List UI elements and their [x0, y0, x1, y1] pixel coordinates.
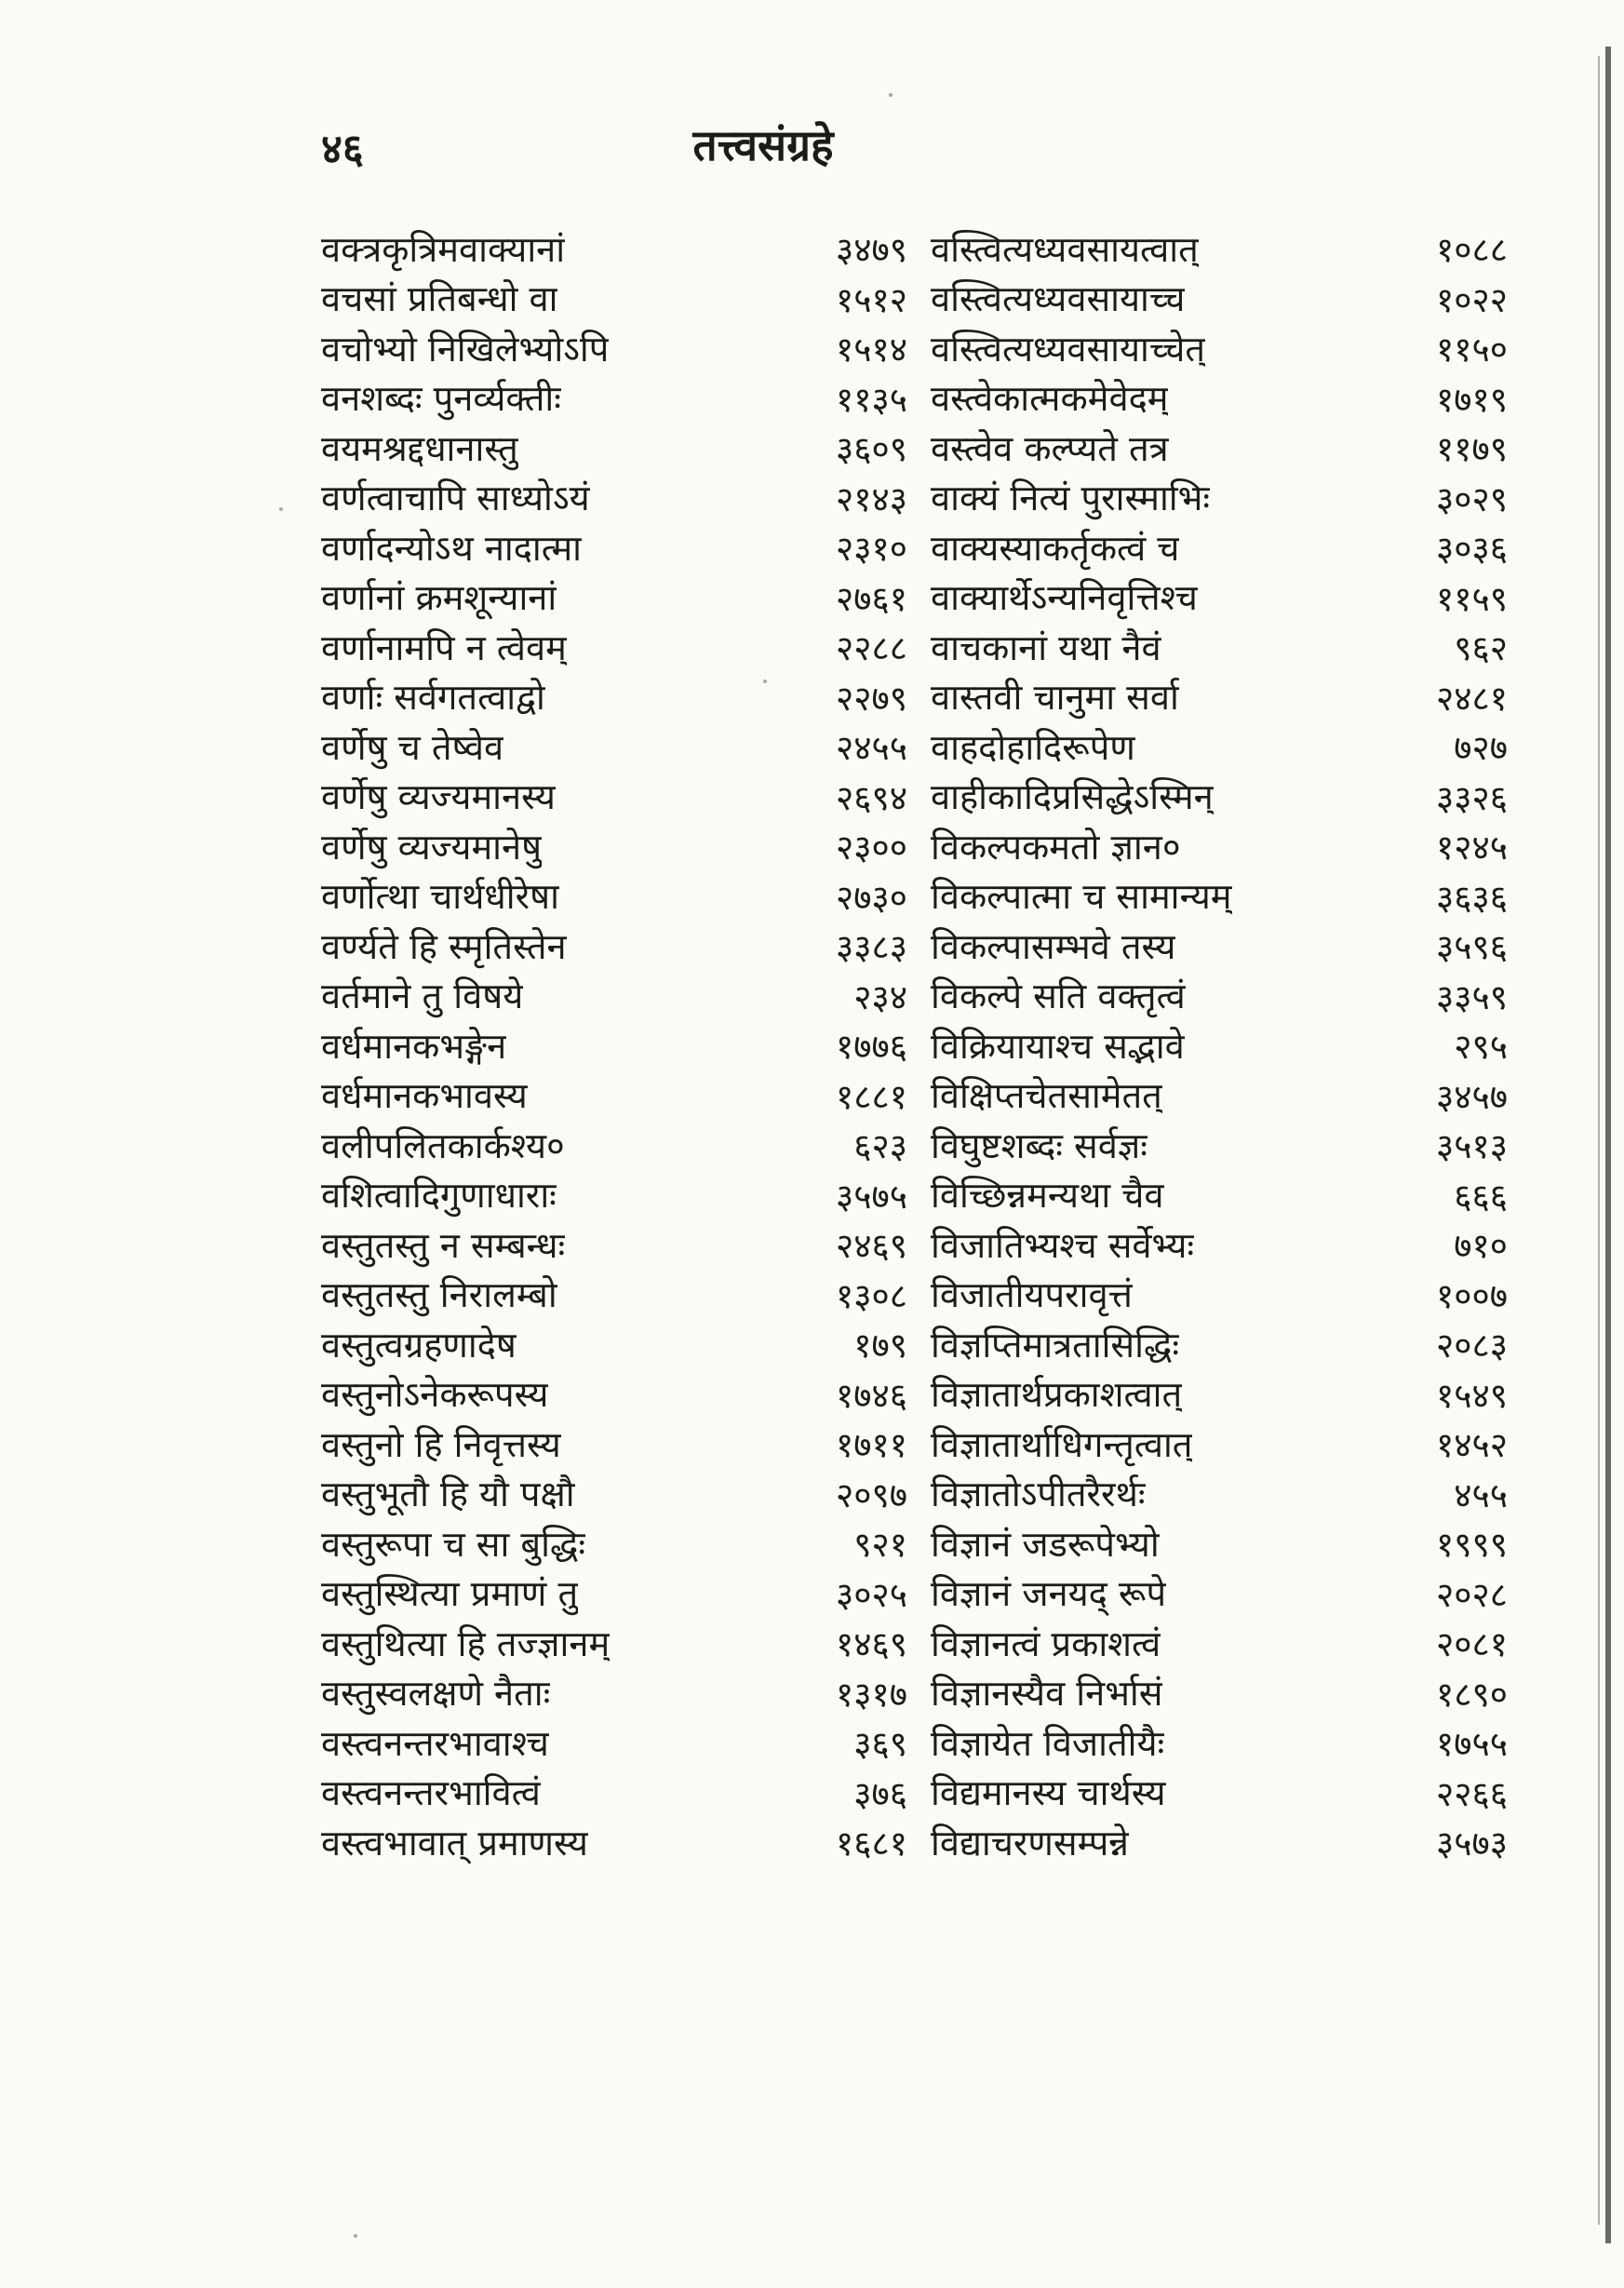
- entry-verse-text: विज्ञानस्यैव निर्भासं: [931, 1673, 1163, 1715]
- index-entry: [321, 1020, 907, 1070]
- index-entry: [321, 971, 907, 1021]
- entry-verse-number: ७२७: [1454, 728, 1508, 769]
- index-entry: [321, 1270, 907, 1320]
- index-entry: [931, 572, 1508, 623]
- entry-verse-number: ९२१: [853, 1525, 907, 1566]
- index-entry: [931, 622, 1508, 672]
- entry-verse-text: वाहीकादिप्रसिद्धेऽस्मिन्: [931, 776, 1214, 818]
- index-column-left: [321, 223, 907, 1867]
- index-entry: [931, 1419, 1508, 1469]
- entry-verse-text: विज्ञानं जडरूपेभ्यो: [931, 1523, 1160, 1565]
- index-entry: [931, 423, 1508, 473]
- index-entry: [931, 1469, 1508, 1519]
- entry-verse-number: २०८३: [1436, 1326, 1508, 1366]
- index-entry: [931, 672, 1508, 722]
- entry-verse-number: २०२८: [1436, 1574, 1508, 1615]
- print-speck: [279, 507, 283, 511]
- index-entry: [931, 473, 1508, 523]
- entry-verse-number: १००७: [1436, 1275, 1508, 1316]
- entry-verse-text: वर्धमानकभङ्गेन: [321, 1025, 507, 1067]
- entry-verse-number: ६२३: [853, 1126, 907, 1167]
- entry-verse-number: २७६१: [836, 578, 907, 619]
- entry-verse-text: विज्ञप्तिमात्रतासिद्धिः: [931, 1324, 1179, 1366]
- entry-verse-number: १७४६: [836, 1375, 907, 1416]
- index-entry: [931, 1369, 1508, 1420]
- entry-verse-text: विकल्पकमतो ज्ञान०: [931, 826, 1181, 868]
- index-entry: [321, 1817, 907, 1867]
- print-speck: [763, 680, 767, 683]
- entry-verse-number: १८९०: [1436, 1674, 1508, 1715]
- entry-verse-number: १४६९: [836, 1624, 907, 1665]
- entry-verse-number: ११५९: [1436, 578, 1508, 619]
- entry-verse-text: वलीपलितकार्कश्य०: [321, 1124, 565, 1166]
- entry-verse-number: २०८१: [1436, 1624, 1508, 1665]
- entry-verse-text: वशित्वादिगुणाधाराः: [321, 1175, 557, 1217]
- entry-verse-text: वास्तवी चानुमा सर्वा: [931, 677, 1179, 719]
- entry-verse-number: ११५०: [1436, 330, 1508, 370]
- index-entry: [931, 1270, 1508, 1320]
- page-binding-shadow: [1598, 56, 1600, 2225]
- entry-verse-number: २२८८: [836, 628, 907, 669]
- entry-verse-number: ३०२९: [1436, 478, 1508, 519]
- index-entry: [931, 1768, 1508, 1818]
- index-entry: [931, 1717, 1508, 1768]
- entry-verse-text: विद्यमानस्य चार्थस्य: [931, 1772, 1166, 1814]
- entry-verse-text: वर्णाः सर्वगतत्वाद्वो: [321, 677, 545, 719]
- entry-verse-number: १७११: [836, 1425, 907, 1466]
- index-entry: [931, 1120, 1508, 1170]
- entry-verse-text: वनशब्दः पुनर्व्यक्तीः: [321, 378, 561, 420]
- entry-verse-text: वस्तुनोऽनेकरूपस्य: [321, 1374, 549, 1416]
- entry-verse-number: १०८८: [1436, 230, 1508, 271]
- entry-verse-text: विकल्पे सति वक्तृत्वं: [931, 976, 1186, 1017]
- entry-verse-number: १५४९: [1436, 1375, 1508, 1416]
- entry-verse-number: २१४३: [836, 478, 907, 519]
- index-entry: [931, 1518, 1508, 1568]
- entry-verse-text: वस्तुस्वलक्षणे नैताः: [321, 1673, 551, 1715]
- entry-verse-text: वस्तुत्वग्रहणादेष: [321, 1324, 517, 1366]
- entry-verse-text: वर्णादन्योऽथ नादात्मा: [321, 527, 583, 569]
- entry-verse-text: वाक्यं नित्यं पुरास्माभिः: [931, 478, 1211, 519]
- entry-verse-text: विकल्पात्मा च सामान्यम्: [931, 876, 1232, 918]
- entry-verse-number: १७७६: [836, 1027, 907, 1068]
- entry-verse-text: विज्ञातार्थप्रकाशत्वात्: [931, 1374, 1183, 1416]
- index-entry: [931, 522, 1508, 572]
- entry-verse-text: वर्णेषु व्यज्यमानेषु: [321, 826, 543, 868]
- entry-verse-text: विक्रियायाश्च सद्भावे: [931, 1025, 1185, 1067]
- index-entry: [931, 373, 1508, 424]
- index-entry: [321, 522, 907, 572]
- entry-verse-number: २४५५: [836, 728, 907, 769]
- index-entry: [931, 223, 1508, 274]
- index-entry: [321, 274, 907, 324]
- index-entry: [321, 1120, 907, 1170]
- entry-verse-number: १६८१: [836, 1824, 907, 1864]
- entry-verse-text: वर्णोत्था चार्थधीरेषा: [321, 876, 559, 918]
- entry-verse-number: १७५५: [1436, 1724, 1508, 1765]
- entry-verse-text: वर्तमाने तु विषये: [321, 976, 524, 1017]
- entry-verse-number: २२७९: [836, 678, 907, 719]
- index-entry: [321, 772, 907, 822]
- index-entry: [321, 821, 907, 871]
- index-entry: [931, 772, 1508, 822]
- index-entry: [321, 1518, 907, 1568]
- entry-verse-text: विक्षिप्तचेतसामेतत्: [931, 1075, 1162, 1117]
- entry-verse-number: १४५२: [1436, 1425, 1508, 1466]
- entry-verse-number: १७९: [853, 1326, 907, 1366]
- index-entry: [321, 1768, 907, 1818]
- entry-verse-number: ३४५७: [1436, 1076, 1508, 1117]
- index-entry: [321, 622, 907, 672]
- entry-verse-number: ३०२५: [836, 1574, 907, 1615]
- entry-verse-text: विज्ञायेत विजातीयैः: [931, 1722, 1165, 1764]
- entry-verse-text: वर्धमानकभावस्य: [321, 1075, 528, 1117]
- index-entry: [321, 473, 907, 523]
- index-entry: [931, 1319, 1508, 1369]
- index-entry: [321, 572, 907, 623]
- entry-verse-number: १७१९: [1436, 379, 1508, 420]
- entry-verse-text: वर्णानां क्रमशून्यानां: [321, 577, 557, 619]
- index-entry: [931, 921, 1508, 971]
- index-entry: [931, 1020, 1508, 1070]
- index-entry: [931, 1817, 1508, 1867]
- entry-verse-text: वस्तुनो हि निवृत्तस्य: [321, 1423, 561, 1465]
- entry-verse-text: वाक्यस्याकर्तृकत्वं च: [931, 527, 1180, 569]
- entry-verse-number: १२४५: [1436, 828, 1508, 868]
- entry-verse-text: वर्णेषु व्यज्यमानस्य: [321, 776, 556, 818]
- entry-verse-number: २७३०: [836, 877, 907, 918]
- entry-verse-number: ३३८३: [836, 927, 907, 968]
- entry-verse-number: ३३५९: [1436, 976, 1508, 1017]
- index-entry: [931, 871, 1508, 922]
- index-entry: [321, 871, 907, 922]
- entry-verse-number: ३६३६: [1436, 877, 1508, 918]
- entry-verse-text: वस्त्वित्यध्यवसायाच्च: [931, 278, 1186, 320]
- index-entry: [321, 223, 907, 274]
- index-entry: [321, 1668, 907, 1718]
- entry-verse-number: १०२२: [1436, 279, 1508, 320]
- entry-verse-number: २३००: [836, 828, 907, 868]
- entry-verse-text: वस्त्वनन्तरभावित्वं: [321, 1772, 541, 1814]
- entry-verse-text: वस्त्वनन्तरभावाश्च: [321, 1722, 549, 1764]
- entry-verse-number: ३५१३: [1436, 1126, 1508, 1167]
- entry-verse-text: वस्तुतस्तु निरालम्बो: [321, 1274, 557, 1316]
- entry-verse-number: ३५७३: [1436, 1824, 1508, 1864]
- entry-verse-number: २४६९: [836, 1226, 907, 1267]
- entry-verse-text: वाक्यार्थेऽन्यनिवृत्तिश्च: [931, 577, 1198, 619]
- index-entry: [931, 1668, 1508, 1718]
- entry-verse-text: वर्णत्वाचापि साध्योऽयं: [321, 478, 590, 519]
- index-entry: [321, 672, 907, 722]
- entry-verse-text: विच्छिन्नमन्यथा चैव: [931, 1175, 1164, 1217]
- print-speck: [354, 2234, 357, 2238]
- entry-verse-number: २६९४: [836, 777, 907, 818]
- entry-verse-text: विद्याचरणसम्पन्ने: [931, 1822, 1129, 1864]
- entry-verse-number: २३१०: [836, 529, 907, 570]
- index-entry: [321, 323, 907, 373]
- entry-verse-number: ११७९: [1436, 429, 1508, 470]
- entry-verse-number: ९६२: [1454, 628, 1508, 669]
- page-binding-edge: [1605, 47, 1611, 2243]
- entry-verse-number: १९९९: [1436, 1525, 1508, 1566]
- entry-verse-number: ३६९: [853, 1724, 907, 1765]
- index-entry: [321, 1319, 907, 1369]
- entry-verse-text: वस्तुरूपा च सा बुद्धिः: [321, 1523, 585, 1565]
- entry-verse-number: ७१०: [1454, 1226, 1508, 1267]
- entry-verse-number: १८८१: [836, 1076, 907, 1117]
- entry-verse-text: वचसां प्रतिबन्धो वा: [321, 278, 558, 320]
- entry-verse-number: २४८१: [1436, 678, 1508, 719]
- index-entry: [931, 721, 1508, 772]
- entry-verse-number: ४५५: [1454, 1474, 1508, 1515]
- index-entry: [321, 1618, 907, 1668]
- entry-verse-number: ११३५: [836, 379, 907, 420]
- index-entry: [321, 1717, 907, 1768]
- entry-verse-text: वस्त्वभावात् प्रमाणस्य: [321, 1822, 588, 1864]
- entry-verse-text: विजातीयपरावृत्तं: [931, 1274, 1133, 1316]
- entry-verse-text: वर्ण्यते हि स्मृतिस्तेन: [321, 925, 567, 967]
- entry-verse-text: विज्ञानं जनयद् रूपे: [931, 1573, 1167, 1615]
- entry-verse-number: ३७६: [853, 1773, 907, 1814]
- entry-verse-number: ३०३६: [1436, 529, 1508, 570]
- entry-verse-text: वस्तुतस्तु न सम्बन्धः: [321, 1224, 566, 1266]
- index-entry: [321, 1469, 907, 1519]
- entry-verse-text: वस्तुभूतौ हि यौ पक्षौ: [321, 1474, 575, 1515]
- entry-verse-number: २३४: [853, 976, 907, 1017]
- entry-verse-text: वस्तुस्थित्या प्रमाणं तु: [321, 1573, 579, 1615]
- index-entry: [931, 1618, 1508, 1668]
- entry-verse-text: वस्त्वेव कल्प्यते तत्र: [931, 427, 1169, 469]
- entry-verse-text: वयमश्रद्दधानास्तु: [321, 427, 518, 469]
- index-entry: [931, 323, 1508, 373]
- entry-verse-text: वाहदोहादिरूपेण: [931, 726, 1135, 768]
- print-speck: [889, 93, 893, 97]
- entry-verse-text: विज्ञानत्वं प्रकाशत्वं: [931, 1622, 1161, 1664]
- running-head-title: तत्त्वसंग्रहे: [692, 120, 834, 170]
- entry-verse-text: वस्त्वित्यध्यवसायत्वात्: [931, 228, 1199, 270]
- index-entry: [931, 1219, 1508, 1270]
- index-entry: [321, 1219, 907, 1270]
- page-number: ४६: [321, 126, 364, 173]
- index-column-right: [931, 223, 1508, 1867]
- entry-verse-number: २२६६: [1436, 1773, 1508, 1814]
- entry-verse-number: १३०८: [836, 1275, 907, 1316]
- index-entry: [321, 921, 907, 971]
- entry-verse-text: वस्त्वेकात्मकमेवेदम्: [931, 378, 1169, 420]
- entry-verse-text: वस्तुथित्या हि तज्ज्ञानम्: [321, 1622, 611, 1664]
- entry-verse-number: १३१७: [836, 1674, 907, 1715]
- entry-verse-number: २९५: [1454, 1027, 1508, 1068]
- index-entry: [321, 1419, 907, 1469]
- index-entry: [931, 1568, 1508, 1619]
- entry-verse-text: वस्त्वित्यध्यवसायाच्चेत्: [931, 328, 1205, 370]
- index-entry: [321, 423, 907, 473]
- entry-verse-number: ६६६: [1454, 1176, 1508, 1217]
- entry-verse-number: ३३२६: [1436, 777, 1508, 818]
- entry-verse-text: विज्ञातोऽपीतरैरर्थः: [931, 1474, 1146, 1515]
- index-entry: [321, 721, 907, 772]
- entry-verse-number: ३४७९: [836, 230, 907, 271]
- index-entry: [321, 1568, 907, 1619]
- index-entry: [931, 1170, 1508, 1220]
- entry-verse-number: ३५९६: [1436, 927, 1508, 968]
- index-entry: [931, 821, 1508, 871]
- entry-verse-text: विकल्पासम्भवे तस्य: [931, 925, 1176, 967]
- index-entry: [931, 1070, 1508, 1121]
- entry-verse-number: ३५७५: [836, 1176, 907, 1217]
- entry-verse-text: वाचकानां यथा नैवं: [931, 626, 1161, 668]
- entry-verse-number: १५१४: [836, 330, 907, 370]
- index-entry: [931, 274, 1508, 324]
- entry-verse-text: विजातिभ्यश्च सर्वेभ्यः: [931, 1224, 1195, 1266]
- entry-verse-number: २०९७: [836, 1474, 907, 1515]
- index-entry: [321, 373, 907, 424]
- index-entry: [321, 1170, 907, 1220]
- index-entry: [321, 1369, 907, 1420]
- entry-verse-number: १५१२: [836, 279, 907, 320]
- entry-verse-text: वचोभ्यो निखिलेभ्योऽपि: [321, 328, 610, 370]
- entry-verse-text: वर्णेषु च तेष्वेव: [321, 726, 504, 768]
- index-entry: [321, 1070, 907, 1121]
- entry-verse-text: वर्णानामपि न त्वेवम्: [321, 626, 567, 668]
- entry-verse-text: विज्ञातार्थाधिगन्तृत्वात्: [931, 1423, 1193, 1465]
- entry-verse-number: ३६०९: [836, 429, 907, 470]
- index-entry: [931, 971, 1508, 1021]
- entry-verse-text: विघुष्टशब्दः सर्वज्ञः: [931, 1124, 1148, 1166]
- entry-verse-text: वक्त्रकृत्रिमवाक्यानां: [321, 228, 566, 270]
